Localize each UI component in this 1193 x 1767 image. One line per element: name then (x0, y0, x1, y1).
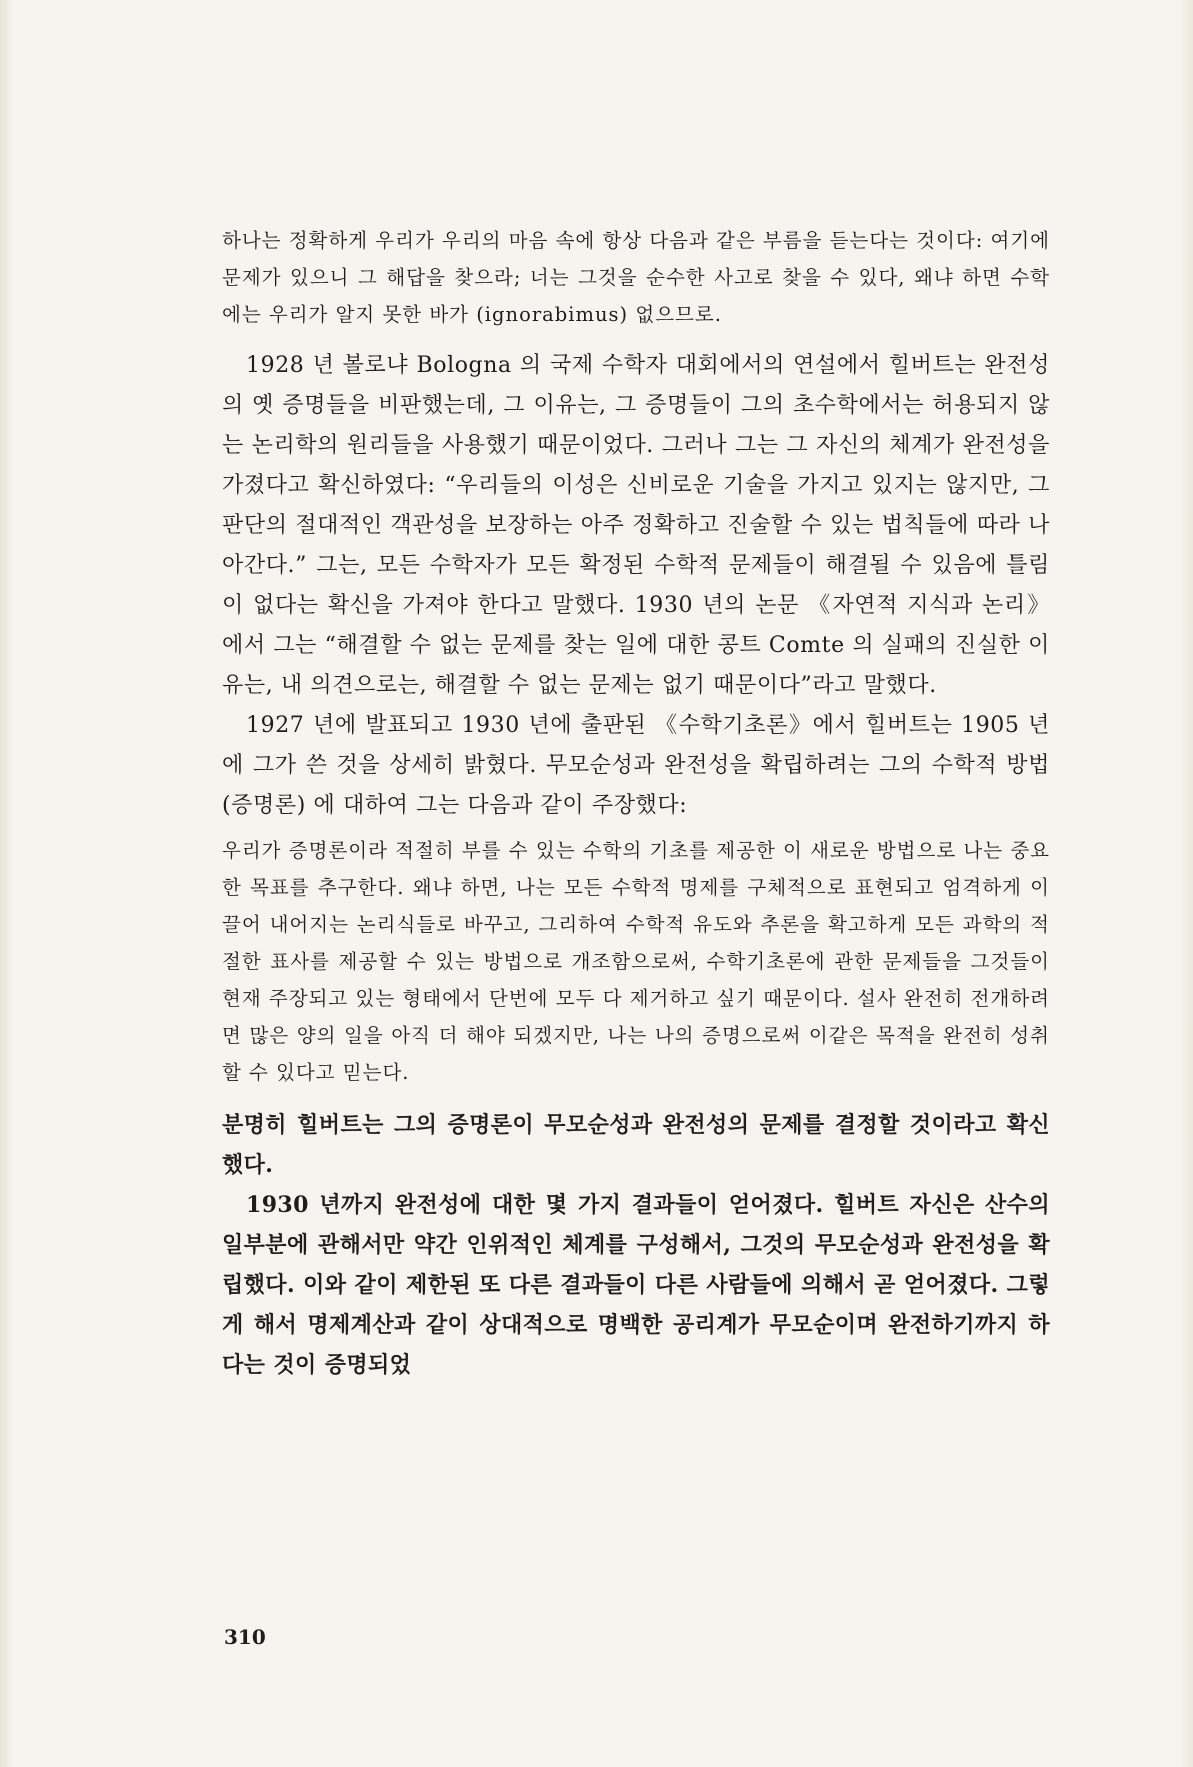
paragraph-4: 1930 년까지 완전성에 대한 몇 가지 결과들이 얻어졌다. 힐버트 자신은 산수의 일부분에 관해서만 약간 인위적인 체계를 구성해서, 그것의 무모순성과 완전성을 확립했다. 이와 같이 제한된 또 다른 결과들이 다른 사람들에 의해서 곧 얻어졌다. 그렇게 해서 명제계산과 같이 상대적으로 명백한 공리계가 무모순이며 완전하기까지 하다는 것이 증명되었 (222, 1192, 1050, 1378)
block-quote-2: 우리가 증명론이라 적절히 부를 수 있는 수학의 기초를 제공한 이 새로운 방법으로 나는 중요한 목표를 추구한다. 왜냐 하면, 나는 모든 수학적 명제를 구체적으로 표현되고 엄격하게 이끌어 내어지는 논리식들로 바꾸고, 그리하여 수학적 유도와 추론을 확고하게 모든 과학의 적절한 표사를 제공할 수 있는 방법으로 개조함으로써, 수학기초론에 관한 문제들을 그것들이 현재 주장되고 있는 형태에서 단번에 모두 다 제거하고 싶기 때문이다. 설사 완전히 전개하려면 많은 양의 일을 아직 더 해야 되겠지만, 나는 나의 증명으로써 이같은 목적을 완전히 성취할 수 있다고 믿는다. (222, 839, 1050, 1084)
page-number: 310 (224, 1625, 266, 1649)
scan-shadow-right (1179, 0, 1193, 1767)
paragraph-2: 1927 년에 발표되고 1930 년에 출판된 《수학기초론》에서 힐버트는 1905 년에 그가 쓴 것을 상세히 밝혔다. 무모순성과 완전성을 확립하려는 그의 수학적 방법 (증명론) 에 대하여 그는 다음과 같이 주장했다: (222, 713, 1050, 818)
scan-shadow-left (0, 0, 14, 1767)
page-text (222, 222, 1050, 1385)
paragraph-1: 1928 년 볼로냐 Bologna 의 국제 수학자 대회에서의 연설에서 힐버트는 완전성의 옛 증명들을 비판했는데, 그 이유는, 그 증명들이 그의 초수학에서는 허용되지 않는 논리학의 원리들을 사용했기 때문이었다. 그러나 그는 그 자신의 체계가 완전성을 가졌다고 확신하였다: “우리들의 이성은 신비로운 기술을 가지고 있지는 않지만, 그 판단의 절대적인 객관성을 보장하는 아주 정확하고 진술할 수 있는 법칙들에 따라 나아간다.” 그는, 모든 수학자가 모든 확정된 수학적 문제들이 해결될 수 있음에 틀림이 없다는 확신을 가져야 한다고 말했다. 1930 년의 논문 《자연적 지식과 논리》에서 그는 “해결할 수 없는 문제를 찾는 일에 대한 콩트 Comte 의 실패의 진실한 이유는, 내 의견으로는, 해결할 수 없는 문제는 없기 때문이다”라고 말했다. (222, 353, 1050, 698)
paragraph-3: 분명히 힐버트는 그의 증명론이 무모순성과 완전성의 문제를 결정할 것이라고 확신했다. (222, 1112, 1050, 1178)
block-quote-1: 하나는 정확하게 우리가 우리의 마음 속에 항상 다음과 같은 부름을 듣는다는 것이다: 여기에 문제가 있으니 그 해답을 찾으라; 너는 그것을 순수한 사고로 찾을 수 있다, 왜냐 하면 수학에는 우리가 알지 못한 바가 (ignorabimus) 없으므로. (222, 229, 1050, 326)
